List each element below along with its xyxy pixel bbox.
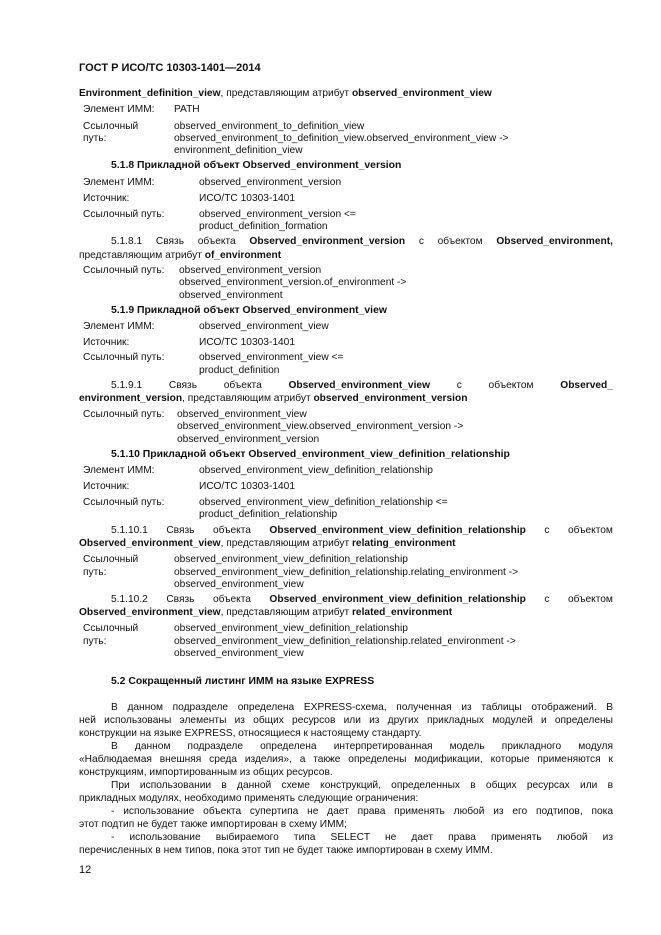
source-value: ИСО/ТС 10303-1401 [199,193,296,204]
rel-word: Связь [168,380,198,391]
rel-word: объектом [437,236,483,247]
list-item-line: - использование выбираемого типа SELECT не дает права применять любой из [111,832,613,843]
list-item-line: перечисленных в нем типов, пока этот тип не будет также импортирован в схему ИММ. [79,845,493,856]
ref-path-line: observed_environment_view_definition_relationship <= [199,497,448,508]
ref-path-line: observed_environment_view_definition_relationship [174,554,408,565]
paragraph-line: В данном подразделе определена интерпретированная модель прикладного модуля [111,741,613,752]
ref-path-line: observed_environment [179,290,283,301]
rel-number: 5.1.10.1 [111,525,148,536]
paragraph-line: При использовании в данной схеме конструкций, определенных в общих ресурсах или в [111,780,613,791]
ref-path-label: Ссылочный путь: [83,352,165,363]
source-label: Источник: [83,481,130,492]
source-label: Источник: [83,337,130,348]
ref-path-line: observed_environment_version [179,265,322,276]
ref-path-line: observed_environment_view_definition_relationship.relating_environment -> [174,567,519,578]
rel-word: Связь [166,594,195,605]
rel-word: объектом [488,380,534,391]
intro-line [79,88,492,100]
ref-label: Ссылочный [83,121,139,132]
paragraph-line: ней использованы элементы из общих ресурсов или из других прикладных модулей и определены [79,715,613,726]
rel-text: , представляющим атрибут [182,393,314,404]
ref-path-line: observed_environment_view_definition_relationship.related_environment -> [174,636,516,647]
ref-path-line: product_definition_formation [199,221,328,232]
rel-number: 5.1.10.2 [111,594,148,605]
rel-text: , представляющим атрибут [220,607,352,618]
relationship-line-2 [79,538,456,550]
element-value: PATH [174,104,200,115]
entity-name: environment_version [79,393,183,404]
ref-path-line: observed_environment_view_definition_relationship [174,623,408,634]
list-item-line: - использование объекта супертипа не дает права применять любой из его подтипов, пока [111,806,613,817]
section-heading: 5.1.8 Прикладной объект Observed_environment_version [111,160,402,171]
rel-number: 5.1.8.1 [111,236,143,247]
relationship-line-2 [79,607,452,619]
source-label: Источник: [83,193,130,204]
ref-path-line: observed_environment_version <= [199,209,356,220]
rel-word: с [456,380,462,391]
ref-path-line: observed_environment_version.of_environment -> [179,277,407,288]
ref-path-label: Ссылочный путь: [83,209,165,220]
element-value: observed_environment_view [199,321,329,332]
ref-path-line: environment_definition_view [174,145,303,156]
rel-word: объектом [567,594,613,605]
relationship-line [79,380,613,392]
element-label: Элемент ИММ: [83,465,155,476]
rel-word: объекта [212,525,251,536]
entity-name: Observed_environment_view_definition_relationship [269,594,526,605]
rel-word: Связь [155,236,185,247]
paragraph-line: В данном подразделе определена EXPRESS-схема, полученная из таблицы отображений. В [111,702,613,713]
element-label: Элемент ИММ: [83,321,155,332]
rel-word: объектом [567,525,613,536]
attribute-name: relating_environment [351,538,456,549]
ref-path-line: observed_environment_to_definition_view [174,121,365,132]
paragraph-line: конструкции на языке EXPRESS, относящиеся к настоящему стандарту. [79,728,422,739]
path-label: путь: [83,636,107,647]
path-label: путь: [83,567,107,578]
element-value: observed_environment_version [199,177,342,188]
relationship-line [79,594,613,606]
element-value: observed_environment_view_definition_relationship [199,465,433,476]
source-value: ИСО/ТС 10303-1401 [199,337,296,348]
path-label: путь: [83,133,107,144]
entity-name: Observed_environment_view_definition_relationship [269,525,526,536]
rel-word: объекта [223,380,262,391]
ref-path-label: Ссылочный путь: [83,265,165,276]
ref-path-line: observed_environment_to_definition_view.observed_environment_view -> [174,133,509,144]
ref-path-line: observed_environment_view [174,648,304,659]
paragraph-line: прикладных модулях, необходимо применять следующие ограничения: [79,793,419,804]
element-label: Элемент ИММ: [83,104,155,115]
rel-number: 5.1.9.1 [111,380,143,391]
ref-path-label: Ссылочный путь: [83,497,165,508]
ref-label: Ссылочный [83,623,139,634]
ref-path-label: Ссылочный путь: [83,409,165,420]
relationship-line [79,525,613,537]
rel-word: с [544,594,550,605]
entity-name: Environment_definition_view [79,88,221,99]
attribute-name: related_environment [351,607,453,618]
rel-word: объекта [197,236,236,247]
rel-word: с [418,236,424,247]
entity-name: Observed_ [560,380,613,391]
entity-name: Observed_environment_version [249,236,406,247]
ref-path-line: observed_environment_view [177,409,307,420]
rel-word: Связь [166,525,195,536]
ref-path-line: product_definition_relationship [199,509,338,520]
rel-word: объекта [212,594,251,605]
section-heading: 5.2 Сокращенный листинг ИММ на языке EXPRESS [111,676,375,687]
list-item-line: этот подтип не будет также импортирован в схему ИММ; [79,819,347,830]
entity-name: Observed_environment_view [79,538,221,549]
ref-path-line: observed_environment_version [177,434,320,445]
paragraph-line: конструкциям, импортированным из общих ресурсов. [79,767,333,778]
element-label: Элемент ИММ: [83,177,155,188]
entity-name: Observed_environment, [496,236,613,247]
ref-path-line: observed_environment_view.observed_environment_version -> [177,421,464,432]
ref-path-line: observed_environment_view [174,579,304,590]
relationship-line [79,236,613,248]
attribute-name: observed_environment_view [351,88,492,99]
entity-name: Observed_environment_view [288,380,431,391]
ref-label: Ссылочный [83,554,139,565]
attribute-name: observed_environment_version [313,393,468,404]
ref-path-line: product_definition [199,365,280,376]
entity-name: Observed_environment_view [79,607,221,618]
page-number: 12 [79,864,92,876]
section-heading: 5.1.10 Прикладной объект Observed_environment_view_definition_relationship [111,449,510,460]
section-heading: 5.1.9 Прикладной объект Observed_environment_view [111,305,387,316]
ref-path-line: observed_environment_view <= [199,352,344,363]
paragraph-line: «Наблюдаемая внешняя среда изделия», а также определены модификации, которые применяются к [79,754,613,765]
attribute-name: of_environment [204,250,282,261]
document-header: ГОСТ Р ИСО/ТС 10303-1401—2014 [79,62,261,74]
rel-text: , представляющим атрибут [220,538,352,549]
relationship-line-2 [79,393,467,405]
relationship-line-2 [79,250,281,262]
source-value: ИСО/ТС 10303-1401 [199,481,296,492]
intro-text: , представляющим атрибут [220,88,352,99]
rel-word: с [544,525,550,536]
rel-text: представляющим атрибут [79,250,205,261]
